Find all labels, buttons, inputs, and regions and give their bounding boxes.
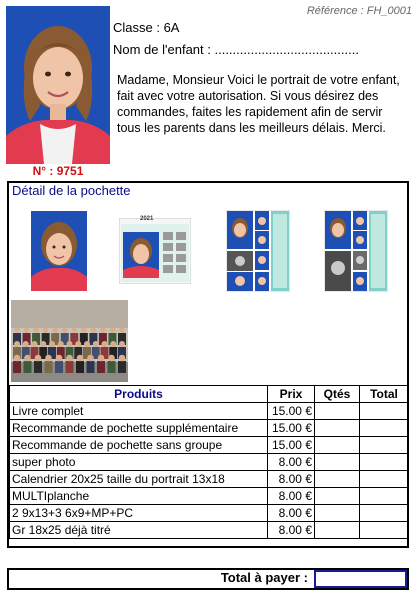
group-person-head: [32, 341, 38, 347]
group-person-head: [77, 355, 84, 362]
group-person-body: [108, 361, 116, 373]
total-field[interactable]: [314, 570, 407, 588]
group-person-head: [49, 341, 55, 347]
product-name: Livre complet: [10, 403, 268, 420]
products-table: [9, 385, 409, 539]
group-person-head: [24, 327, 29, 332]
group-person-head: [72, 327, 77, 332]
product-name: Recommande de pochette supplémentaire: [10, 420, 268, 437]
group-person-body: [76, 361, 84, 373]
class-label: Classe : 6A: [113, 20, 180, 35]
quantity-cell[interactable]: [315, 522, 360, 539]
quantity-cell[interactable]: [315, 505, 360, 522]
product-name: Recommande de pochette sans groupe: [10, 437, 268, 454]
group-person-body: [24, 361, 32, 373]
product-name: Gr 18x25 déjà titré: [10, 522, 268, 539]
quantity-cell[interactable]: [315, 437, 360, 454]
table-row: [10, 505, 409, 522]
group-person-head: [14, 355, 21, 362]
reference-label: Référence : FH_0001: [306, 5, 412, 17]
table-row: [10, 420, 409, 437]
parent-message: Madame, Monsieur Voici le portrait de votre enfant, fait avec votre autorisation. Si vous désirez des commandes, faites les rapidement afin de servir tous les parents dans les meilleurs délais. Merci.: [117, 73, 400, 135]
group-person-head: [24, 355, 31, 362]
product-price: 15.00 €: [268, 403, 315, 420]
group-person-head: [102, 341, 108, 347]
thumb-group-photo: [11, 300, 128, 382]
group-person-head: [67, 341, 73, 347]
group-person-body: [87, 361, 95, 373]
group-person-head: [98, 355, 105, 362]
group-person-head: [119, 355, 126, 362]
group-person-head: [14, 327, 19, 332]
group-person-head: [110, 327, 115, 332]
group-person-head: [62, 327, 67, 332]
group-person-head: [45, 355, 52, 362]
group-person-head: [91, 327, 96, 332]
child-name-field: Nom de l'enfant : ........................................: [113, 42, 359, 57]
thumb-calendar: [119, 218, 191, 284]
row-total-cell: [360, 420, 409, 437]
row-total-cell: [360, 505, 409, 522]
quantity-cell[interactable]: [315, 454, 360, 471]
group-person-head: [93, 341, 99, 347]
header-total: Total: [360, 386, 409, 403]
group-person-head: [58, 341, 64, 347]
product-price: 8.00 €: [268, 505, 315, 522]
header-produits: Produits: [10, 386, 268, 403]
pochette-title: Détail de la pochette: [12, 183, 131, 198]
row-total-cell: [360, 522, 409, 539]
group-person-head: [40, 341, 46, 347]
thumb-multi-sheet-mixed: [324, 210, 388, 292]
total-label: Total à payer :: [220, 570, 308, 585]
table-row: [10, 403, 409, 420]
portrait-photo: [6, 6, 110, 164]
table-row: [10, 471, 409, 488]
table-row: [10, 488, 409, 505]
group-person-head: [81, 327, 86, 332]
group-person-body: [13, 361, 21, 373]
group-person-head: [14, 341, 20, 347]
quantity-cell[interactable]: [315, 420, 360, 437]
row-total-cell: [360, 403, 409, 420]
quantity-cell[interactable]: [315, 488, 360, 505]
group-person-head: [35, 355, 42, 362]
group-person-head: [75, 341, 81, 347]
row-total-cell: [360, 471, 409, 488]
group-person-head: [66, 355, 73, 362]
product-price: 15.00 €: [268, 420, 315, 437]
thumb-portrait: [31, 211, 87, 291]
table-header-row: [10, 386, 409, 403]
group-person-head: [43, 327, 48, 332]
product-price: 8.00 €: [268, 488, 315, 505]
group-person-head: [119, 327, 124, 332]
product-price: 8.00 €: [268, 471, 315, 488]
group-person-body: [66, 361, 74, 373]
table-row: [10, 522, 409, 539]
product-price: 15.00 €: [268, 437, 315, 454]
quantity-cell[interactable]: [315, 471, 360, 488]
group-person-head: [52, 327, 57, 332]
group-person-head: [110, 341, 116, 347]
thumb-multi-sheet-color: [226, 210, 290, 292]
quantity-cell[interactable]: [315, 403, 360, 420]
row-total-cell: [360, 454, 409, 471]
group-person-head: [119, 341, 125, 347]
product-name: Calendrier 20x25 taille du portrait 13x18: [10, 471, 268, 488]
table-row: [10, 437, 409, 454]
group-person-head: [33, 327, 38, 332]
header-qtes: Qtés: [315, 386, 360, 403]
product-price: 8.00 €: [268, 522, 315, 539]
product-price: 8.00 €: [268, 454, 315, 471]
group-person-head: [84, 341, 90, 347]
group-person-body: [45, 361, 53, 373]
group-person-body: [118, 361, 126, 373]
header-prix: Prix: [268, 386, 315, 403]
group-person-head: [87, 355, 94, 362]
group-person-head: [108, 355, 115, 362]
student-number: N° : 9751: [32, 164, 84, 178]
group-person-body: [97, 361, 105, 373]
product-name: super photo: [10, 454, 268, 471]
table-row: [10, 454, 409, 471]
group-person-body: [55, 361, 63, 373]
group-person-body: [34, 361, 42, 373]
row-total-cell: [360, 488, 409, 505]
row-total-cell: [360, 437, 409, 454]
group-person-head: [56, 355, 63, 362]
group-person-head: [23, 341, 29, 347]
product-name: 2 9x13+3 6x9+MP+PC: [10, 505, 268, 522]
calendar-year: 2021: [140, 216, 154, 222]
group-person-head: [100, 327, 105, 332]
product-name: MULTIplanche: [10, 488, 268, 505]
